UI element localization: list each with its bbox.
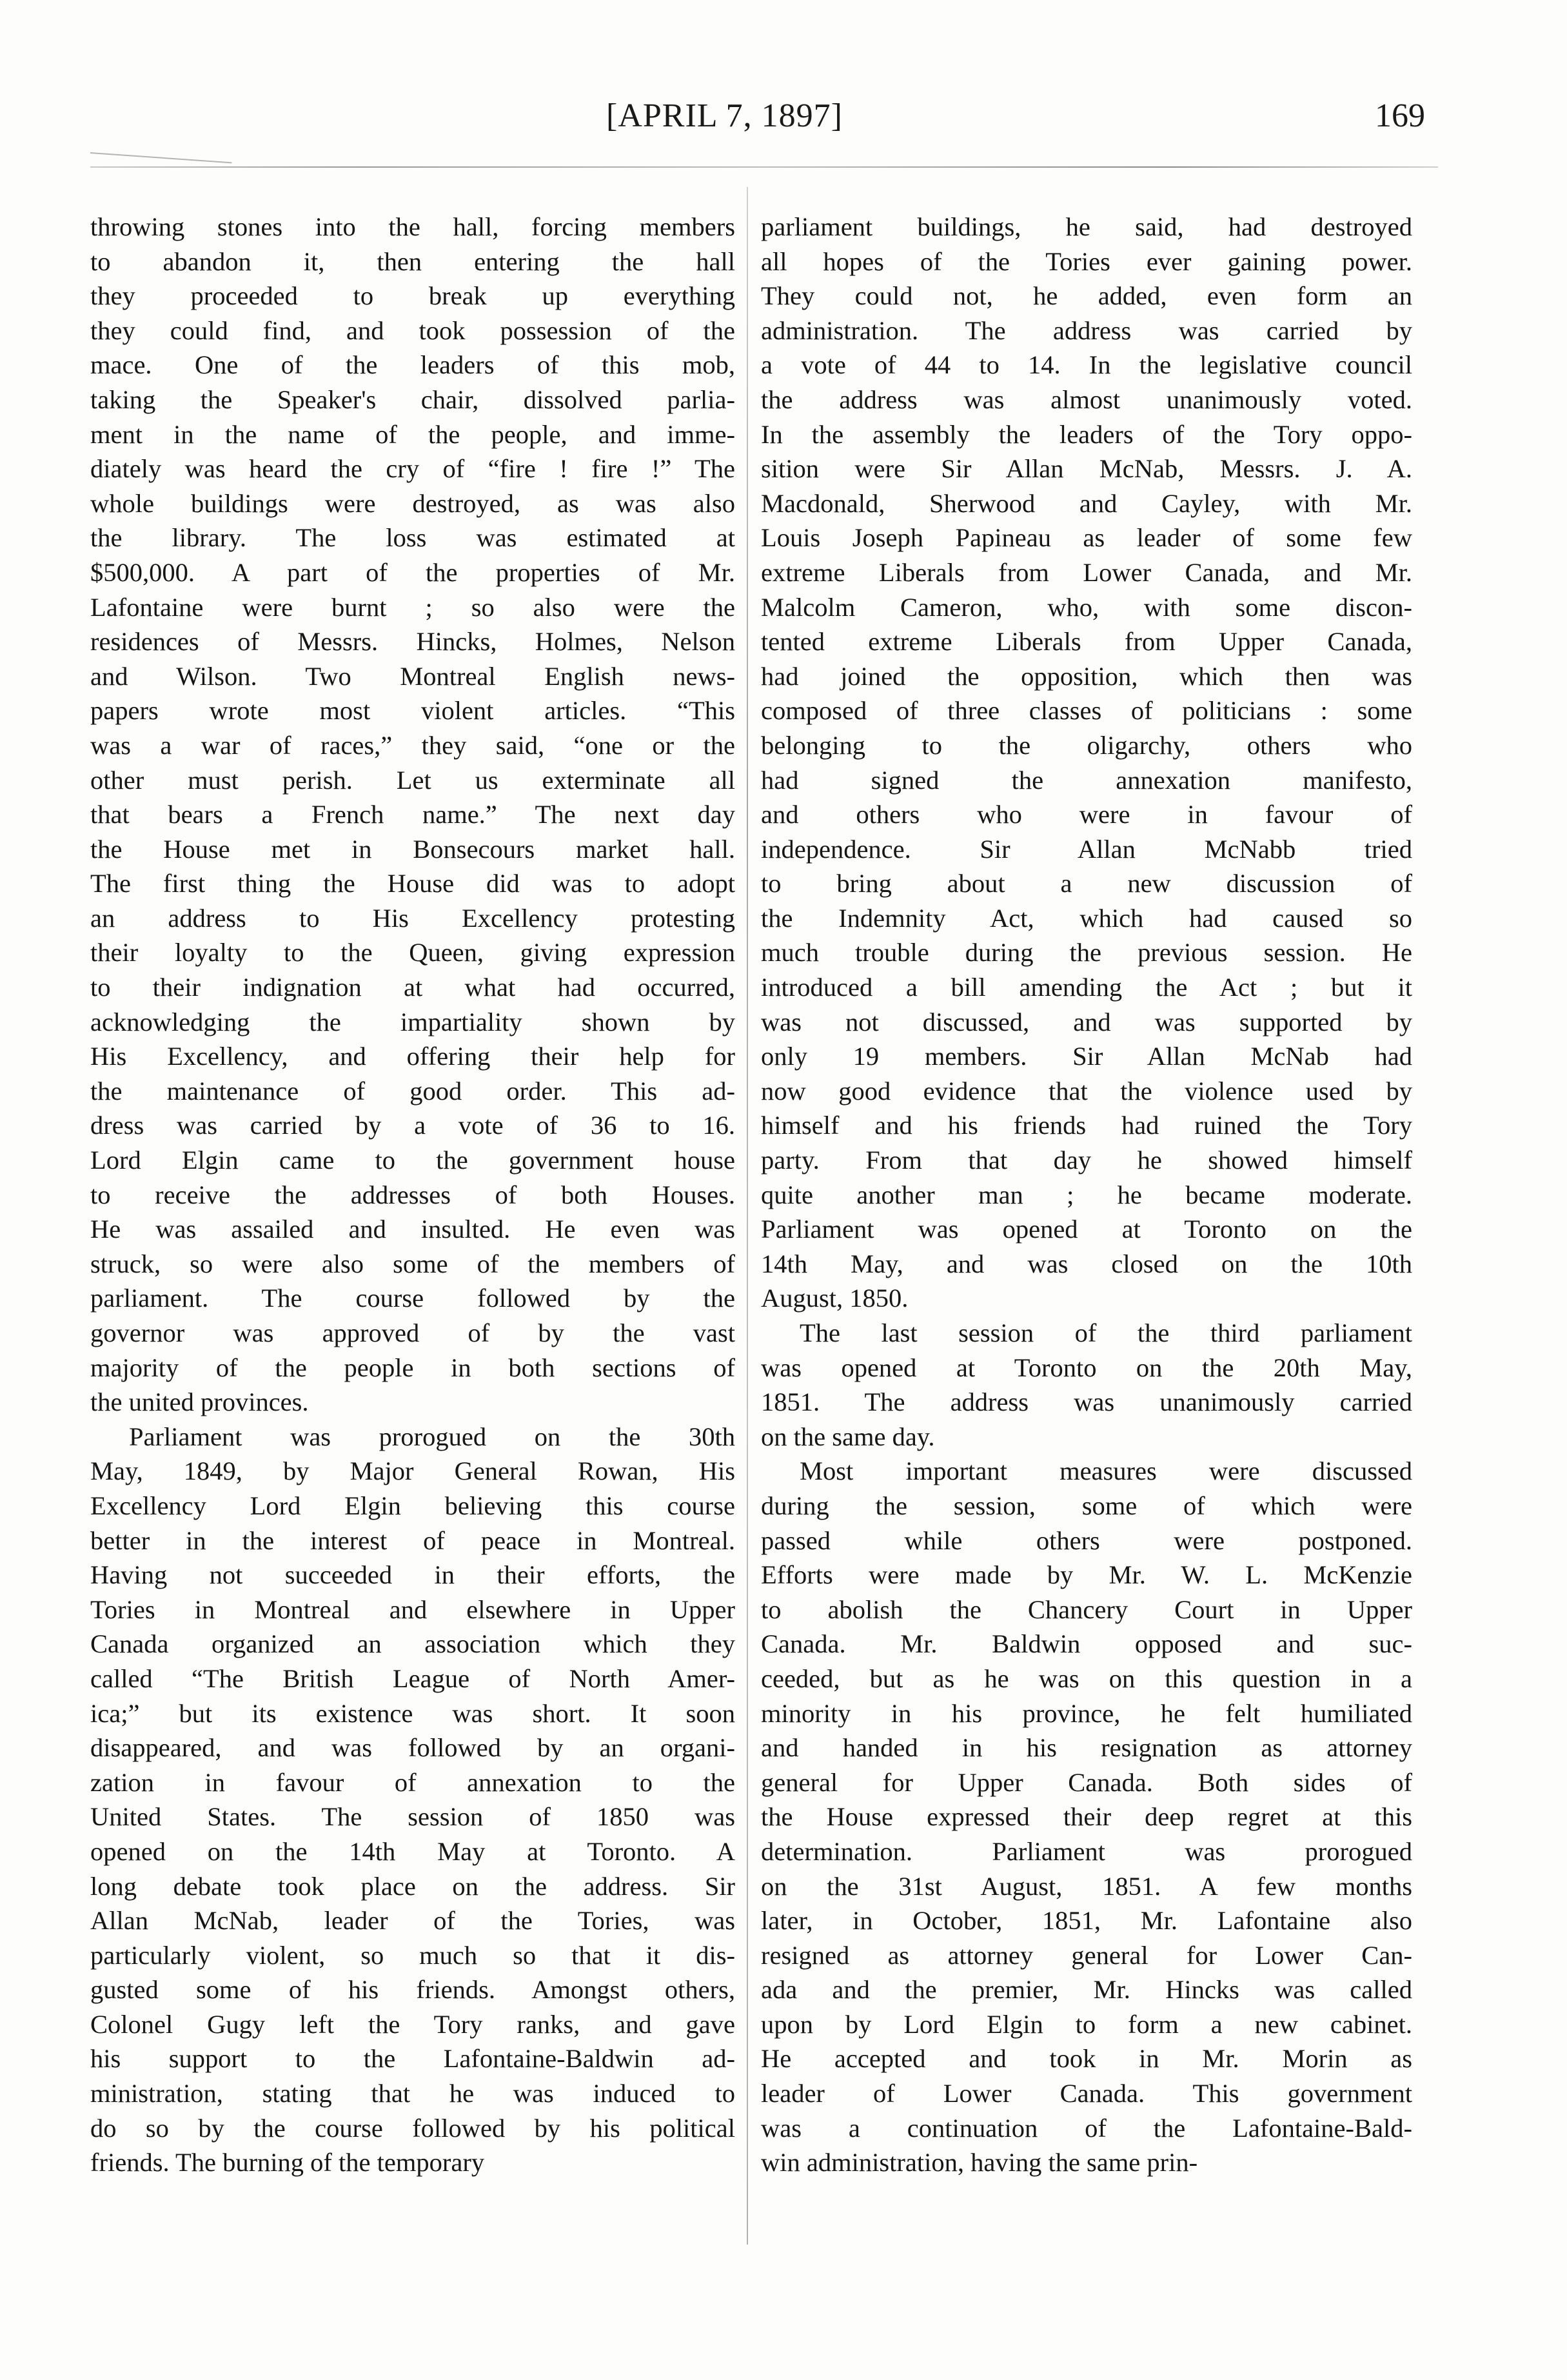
text-line: The first thing the House did was to adopt [90,869,735,898]
text-line: now good evidence that the violence used by [761,1076,1412,1106]
running-head: [APRIL 7, 1897] [606,97,843,134]
text-line: belonging to the oligarchy, others who [761,730,1412,760]
text-line: minority in his province, he felt humiliated [761,1698,1412,1728]
text-line: ceeded, but as he was on this question in a [761,1663,1412,1693]
header-rule [90,166,1438,168]
text-line: opened on the 14th May at Toronto. A [90,1836,735,1866]
text-line: sition were Sir Allan McNab, Messrs. J. A. [761,454,1412,484]
text-line: was a continuation of the Lafontaine-Bald- [761,2113,1412,2143]
text-line: friends. The burning of the temporary [90,2148,485,2177]
text-line: They could not, he added, even form an [761,281,1412,311]
text-line: He accepted and took in Mr. Morin as [761,2044,1412,2074]
text-line: Lord Elgin came to the government house [90,1145,735,1175]
text-line: Colonel Gugy left the Tory ranks, and gave [90,2009,735,2039]
text-line: disappeared, and was followed by an organi- [90,1733,735,1763]
text-line: on the same day. [761,1422,935,1451]
header-rule-fragment [90,152,232,163]
text-line: and handed in his resignation as attorney [761,1733,1412,1763]
text-line: quite another man ; he became moderate. [761,1180,1412,1209]
text-line: Excellency Lord Elgin believing this course [90,1491,735,1520]
text-line: residences of Messrs. Hincks, Holmes, Nelson [90,627,735,657]
text-line: called “The British League of North Amer- [90,1663,735,1693]
text-line: his support to the Lafontaine-Baldwin ad- [90,2044,735,2074]
text-line: and Wilson. Two Montreal English news- [90,661,735,691]
text-line: Most important measures were discussed [800,1456,1412,1486]
text-line: papers wrote most violent articles. “This [90,696,735,726]
text-line: himself and his friends had ruined the Tory [761,1111,1412,1140]
text-line: 1851. The address was unanimously carried [761,1387,1412,1417]
text-line: Having not succeeded in their efforts, the [90,1560,735,1590]
page-number: 169 [1375,97,1425,134]
text-line: other must perish. Let us exterminate all [90,765,735,795]
text-line: they proceeded to break up everything [90,281,735,311]
text-line: better in the interest of peace in Montreal. [90,1525,735,1555]
text-line: an address to His Excellency protesting [90,903,735,933]
text-line: Macdonald, Sherwood and Cayley, with Mr. [761,488,1412,518]
text-line: The last session of the third parliament [800,1318,1412,1347]
text-line: governor was approved of by the vast [90,1318,735,1347]
text-line: administration. The address was carried by [761,315,1412,345]
text-line: 14th May, and was closed on the 10th [761,1249,1412,1278]
text-line: Allan McNab, leader of the Tories, was [90,1906,735,1936]
text-line: the united provinces. [90,1387,309,1417]
text-line: In the assembly the leaders of the Tory oppo- [761,419,1412,449]
text-line: Lafontaine were burnt ; so also were the [90,592,735,622]
text-line: was a war of races,” they said, “one or the [90,730,735,760]
text-line: mace. One of the leaders of this mob, [90,350,735,380]
text-line: ica;” but its existence was short. It soon [90,1698,735,1728]
text-line: to bring about a new discussion of [761,869,1412,898]
text-line: tented extreme Liberals from Upper Canada, [761,627,1412,657]
text-line: His Excellency, and offering their help for [90,1042,735,1071]
text-line: ment in the name of the people, and imme- [90,419,735,449]
page-header [0,97,1567,148]
right-column [761,210,1412,2180]
text-line: they could find, and took possession of the [90,315,735,345]
column-divider [747,187,748,2245]
text-line: $500,000. A part of the properties of Mr. [90,557,735,587]
text-line: determination. Parliament was prorogued [761,1836,1412,1866]
text-line: ada and the premier, Mr. Hincks was called [761,1975,1412,2005]
text-line: parliament buildings, he said, had destroyed [761,212,1412,241]
text-line: Parliament was prorogued on the 30th [129,1422,735,1451]
text-line: May, 1849, by Major General Rowan, His [90,1456,735,1486]
text-line: leader of Lower Canada. This government [761,2079,1412,2108]
text-line: during the session, some of which were [761,1491,1412,1520]
text-line: long debate took place on the address. Sir [90,1871,735,1901]
text-line: resigned as attorney general for Lower Can- [761,1940,1412,1970]
text-line: the library. The loss was estimated at [90,523,735,553]
text-line: parliament. The course followed by the [90,1284,735,1313]
text-line: United States. The session of 1850 was [90,1802,735,1832]
text-line: Malcolm Cameron, who, with some discon- [761,592,1412,622]
text-line: much trouble during the previous session. He [761,938,1412,967]
text-line: Parliament was opened at Toronto on the [761,1215,1412,1244]
text-line: independence. Sir Allan McNabb tried [761,834,1412,864]
text-line: diately was heard the cry of “fire ! fire !” The [90,454,735,484]
text-line: whole buildings were destroyed, as was also [90,488,735,518]
text-line: He was assailed and insulted. He even was [90,1215,735,1244]
text-line: had joined the opposition, which then was [761,661,1412,691]
text-line: August, 1850. [761,1284,909,1313]
text-line: passed while others were postponed. [761,1525,1412,1555]
text-line: acknowledging the impartiality shown by [90,1007,735,1036]
text-line: throwing stones into the hall, forcing members [90,212,735,241]
text-line: general for Upper Canada. Both sides of [761,1767,1412,1797]
text-line: zation in favour of annexation to the [90,1767,735,1797]
text-line: the maintenance of good order. This ad- [90,1076,735,1106]
text-line: had signed the annexation manifesto, [761,765,1412,795]
left-column [90,210,735,2180]
text-line: was opened at Toronto on the 20th May, [761,1353,1412,1382]
text-line: all hopes of the Tories ever gaining power. [761,246,1412,276]
text-line: to abolish the Chancery Court in Upper [761,1594,1412,1624]
text-line: Canada. Mr. Baldwin opposed and suc- [761,1629,1412,1659]
text-line: dress was carried by a vote of 36 to 16. [90,1111,735,1140]
text-line: do so by the course followed by his political [90,2113,735,2143]
text-line: the House expressed their deep regret at this [761,1802,1412,1832]
text-line: that bears a French name.” The next day [90,800,735,829]
text-line: Canada organized an association which they [90,1629,735,1659]
text-line: ministration, stating that he was induced to [90,2079,735,2108]
text-line: extreme Liberals from Lower Canada, and Mr. [761,557,1412,587]
text-line: composed of three classes of politicians : some [761,696,1412,726]
text-line: to abandon it, then entering the hall [90,246,735,276]
text-line: taking the Speaker's chair, dissolved parlia- [90,384,735,414]
text-line: Tories in Montreal and elsewhere in Upper [90,1594,735,1624]
text-line: and others who were in favour of [761,800,1412,829]
text-line: Efforts were made by Mr. W. L. McKenzie [761,1560,1412,1590]
text-line: introduced a bill amending the Act ; but it [761,973,1412,1002]
text-line: on the 31st August, 1851. A few months [761,1871,1412,1901]
text-line: particularly violent, so much so that it dis- [90,1940,735,1970]
text-line: their loyalty to the Queen, giving expression [90,938,735,967]
text-line: to their indignation at what had occurred, [90,973,735,1002]
text-line: Louis Joseph Papineau as leader of some few [761,523,1412,553]
text-line: struck, so were also some of the members of [90,1249,735,1278]
text-line: win administration, having the same prin- [761,2148,1198,2177]
text-line: was not discussed, and was supported by [761,1007,1412,1036]
text-line: the House met in Bonsecours market hall. [90,834,735,864]
text-line: upon by Lord Elgin to form a new cabinet. [761,2009,1412,2039]
text-line: gusted some of his friends. Amongst others, [90,1975,735,2005]
text-line: to receive the addresses of both Houses. [90,1180,735,1209]
text-line: the Indemnity Act, which had caused so [761,903,1412,933]
text-line: only 19 members. Sir Allan McNab had [761,1042,1412,1071]
text-line: party. From that day he showed himself [761,1145,1412,1175]
text-line: majority of the people in both sections of [90,1353,735,1382]
text-line: a vote of 44 to 14. In the legislative council [761,350,1412,380]
text-line: later, in October, 1851, Mr. Lafontaine also [761,1906,1412,1936]
text-line: the address was almost unanimously voted. [761,384,1412,414]
